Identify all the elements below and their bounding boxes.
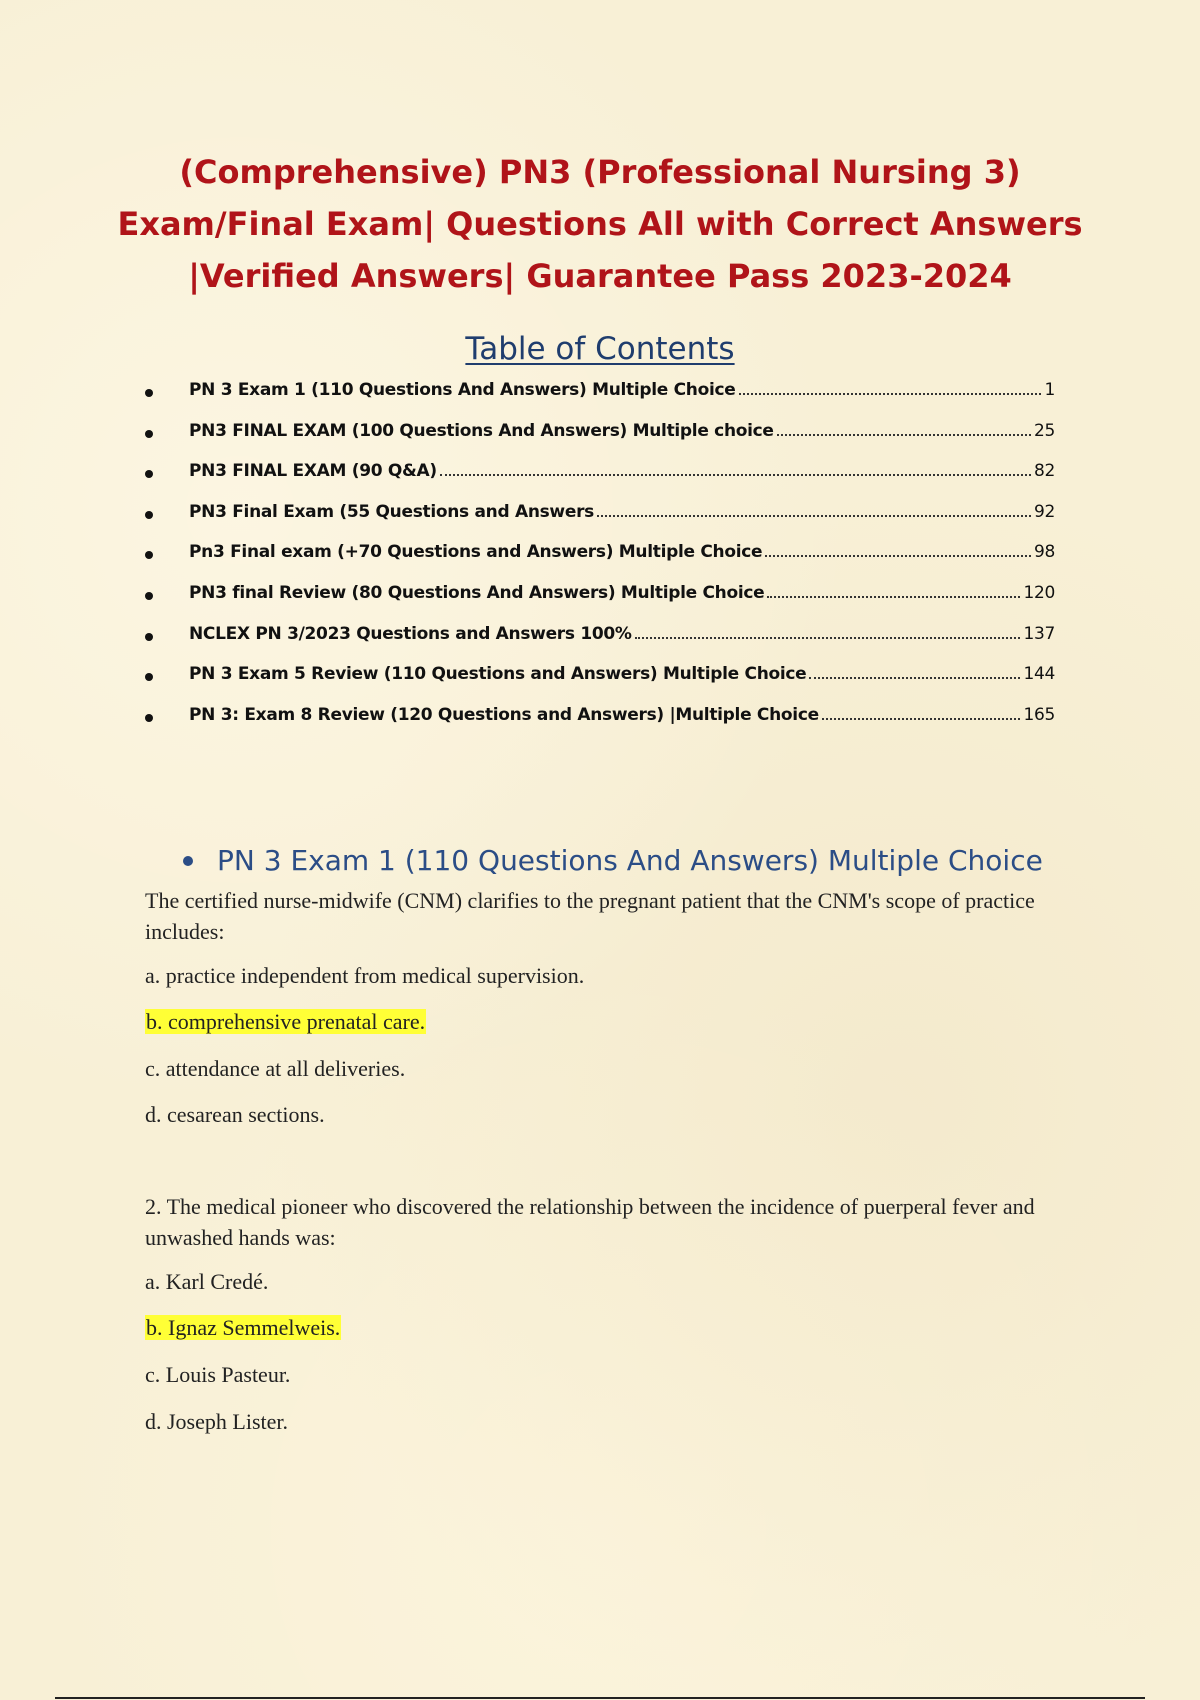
toc-entry-page[interactable]: 137 — [1023, 623, 1055, 644]
toc-entry-page[interactable]: 165 — [1023, 704, 1055, 725]
toc-entry[interactable] — [145, 576, 1055, 617]
highlighted-answer: b. comprehensive prenatal care. — [146, 1009, 426, 1034]
toc-heading — [0, 330, 1200, 368]
toc-entry-page[interactable]: 92 — [1033, 501, 1055, 522]
toc-entry-title[interactable]: PN3 FINAL EXAM (100 Questions And Answers) Multiple choice — [189, 420, 774, 441]
dot-leader — [809, 677, 1020, 679]
bullet-icon — [145, 673, 153, 681]
answer-option: a. Karl Credé. — [145, 1269, 269, 1294]
bullet-icon — [145, 551, 153, 559]
answer-option: d. cesarean sections. — [145, 1102, 325, 1127]
bullet-icon — [145, 389, 153, 397]
toc-entry[interactable] — [145, 617, 1055, 658]
dot-leader — [440, 474, 1031, 476]
answer-option-correct — [145, 1313, 341, 1343]
toc-entry-page[interactable]: 1 — [1044, 380, 1055, 400]
section-heading — [183, 844, 1043, 877]
dot-leader — [822, 718, 1021, 720]
question-stem: 2. The medical pioneer who discovered the relationship between the incidence of puerperal fever and unwashed hands was: — [145, 1194, 1035, 1250]
dot-leader — [767, 596, 1020, 598]
toc-entry-page[interactable]: 25 — [1033, 420, 1055, 441]
toc-entry[interactable] — [145, 454, 1055, 495]
toc-entry[interactable] — [145, 495, 1055, 536]
title-line: |Verified Answers| Guarantee Pass 2023-2024 — [188, 257, 1012, 295]
toc-entry-page[interactable]: 144 — [1023, 664, 1055, 685]
question-stem: The certified nurse-midwife (CNM) clarifies to the pregnant patient that the CNM's scope of practice includes: — [145, 888, 1035, 944]
answer-option-correct — [145, 1007, 426, 1037]
toc-entry-title[interactable]: PN3 Final Exam (55 Questions and Answers — [189, 501, 594, 522]
toc-entry[interactable] — [145, 657, 1055, 698]
toc-heading-text[interactable]: Table of Contents — [465, 331, 735, 367]
bullet-icon — [183, 856, 193, 866]
table-of-contents — [145, 373, 1055, 738]
toc-entry-page[interactable]: 82 — [1033, 461, 1055, 482]
dot-leader — [765, 555, 1031, 557]
toc-entry-title[interactable]: PN 3 Exam 5 Review (110 Questions and Answers) Multiple Choice — [189, 664, 807, 685]
toc-entry-title[interactable]: PN 3 Exam 1 (110 Questions And Answers) Multiple Choice — [189, 380, 736, 400]
toc-entry[interactable] — [145, 373, 1055, 414]
toc-entry[interactable] — [145, 535, 1055, 576]
document-title — [100, 146, 1100, 302]
toc-entry-page[interactable]: 120 — [1023, 582, 1055, 603]
bullet-icon — [145, 511, 153, 519]
bullet-icon — [145, 470, 153, 478]
dot-leader — [597, 515, 1031, 517]
dot-leader — [739, 393, 1042, 395]
page-bottom-rule — [55, 1697, 1145, 1699]
highlighted-answer: b. Ignaz Semmelweis. — [146, 1315, 341, 1340]
answer-option: a. practice independent from medical supervision. — [145, 963, 585, 988]
bullet-icon — [145, 633, 153, 641]
bullet-icon — [145, 430, 153, 438]
bullet-icon — [145, 592, 153, 600]
answer-option: c. attendance at all deliveries. — [145, 1056, 406, 1081]
toc-entry-title[interactable]: PN3 FINAL EXAM (90 Q&A) — [189, 461, 437, 482]
toc-entry[interactable] — [145, 414, 1055, 455]
toc-entry-title[interactable]: Pn3 Final exam (+70 Questions and Answers) Multiple Choice — [189, 542, 763, 563]
bullet-icon — [145, 714, 153, 722]
toc-entry-title[interactable]: PN 3: Exam 8 Review (120 Questions and Answers) |Multiple Choice — [189, 704, 819, 725]
section-heading-text: PN 3 Exam 1 (110 Questions And Answers) Multiple Choice — [217, 844, 1043, 877]
answer-option: c. Louis Pasteur. — [145, 1362, 291, 1387]
toc-entry-title[interactable]: NCLEX PN 3/2023 Questions and Answers 100% — [189, 623, 632, 644]
title-line: (Comprehensive) PN3 (Professional Nursing 3) — [179, 153, 1021, 191]
toc-entry-title[interactable]: PN3 final Review (80 Questions And Answers) Multiple Choice — [189, 582, 765, 603]
toc-entry-page[interactable]: 98 — [1033, 542, 1055, 563]
answer-option: d. Joseph Lister. — [145, 1409, 288, 1434]
toc-entry[interactable] — [145, 698, 1055, 739]
dot-leader — [635, 637, 1021, 639]
dot-leader — [777, 434, 1031, 436]
title-line: Exam/Final Exam| Questions All with Correct Answers — [117, 205, 1083, 243]
